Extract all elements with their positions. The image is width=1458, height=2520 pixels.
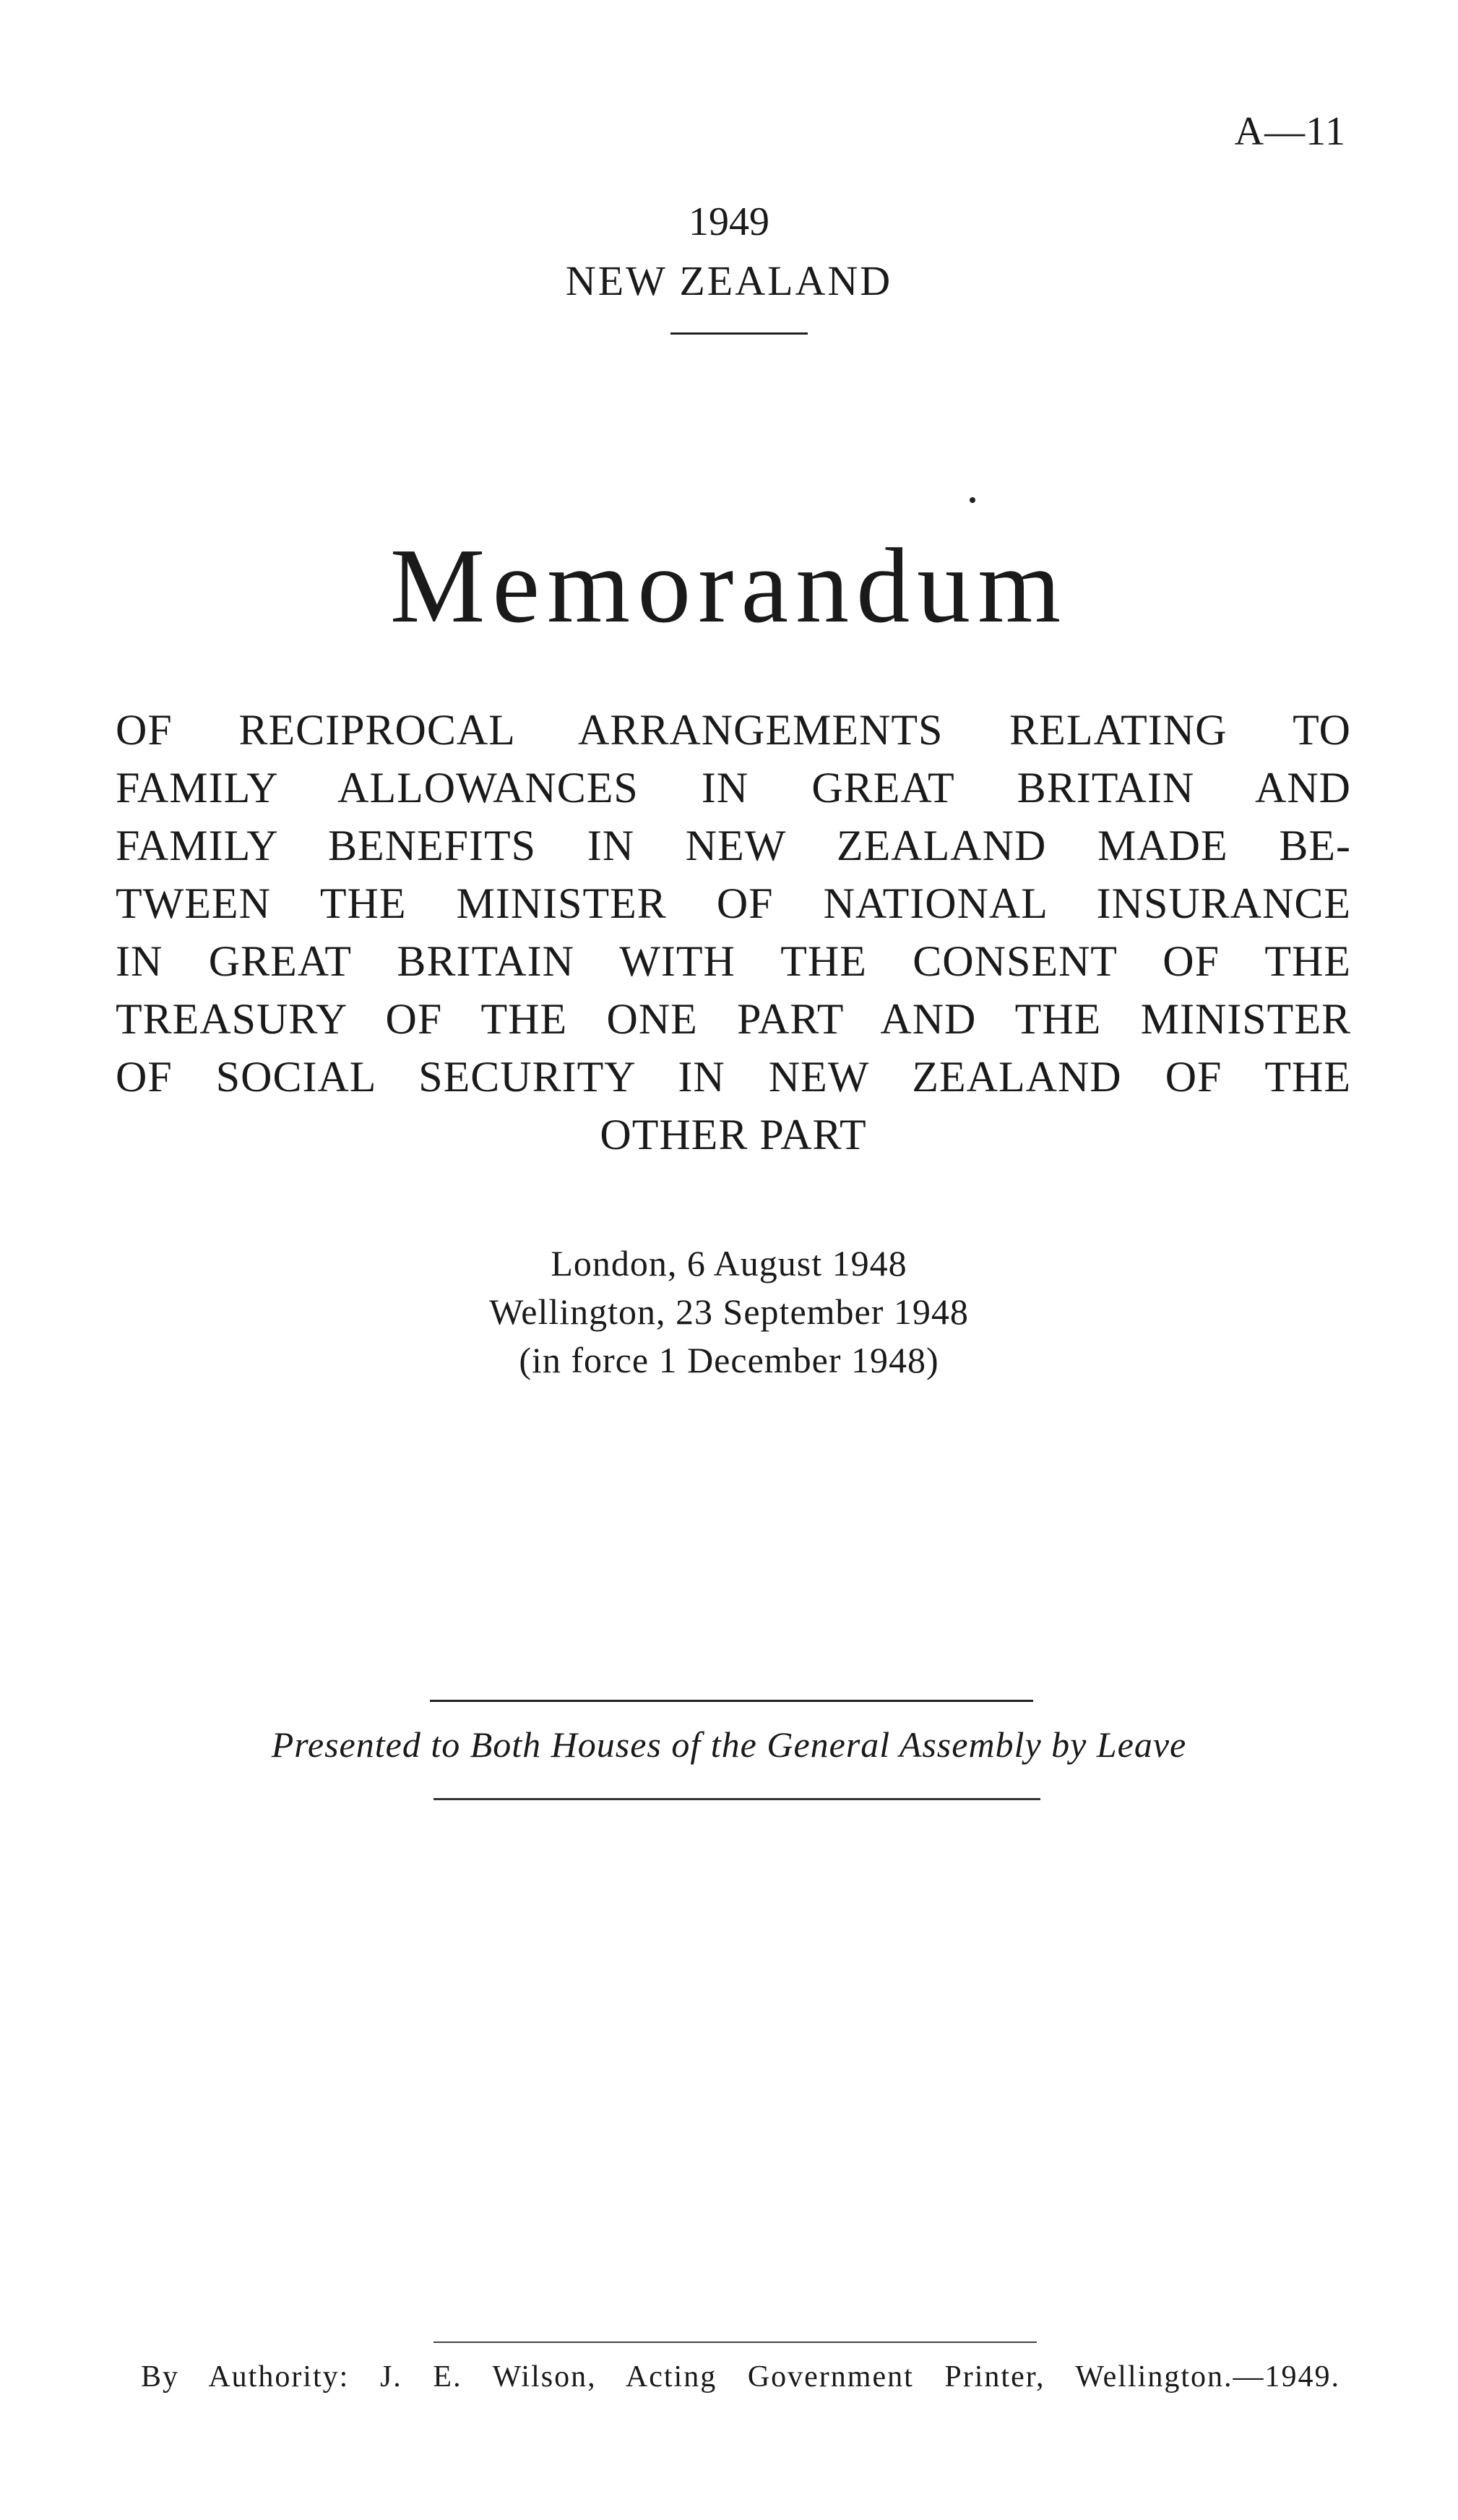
subtitle-block xyxy=(116,701,1351,1164)
subtitle-line: FAMILY BENEFITS IN NEW ZEALAND MADE BE- xyxy=(116,822,1351,869)
london-date: London, 6 August 1948 xyxy=(551,1243,907,1283)
subtitle-line: IN GREAT BRITAIN WITH THE CONSENT OF THE xyxy=(116,937,1351,985)
dates-block xyxy=(0,1239,1458,1385)
wellington-date: Wellington, 23 September 1948 xyxy=(489,1291,969,1332)
presented-divider-bottom xyxy=(433,1798,1040,1800)
imprint-divider xyxy=(433,2341,1037,2343)
document-title: Memorandum xyxy=(389,527,1069,645)
header-divider xyxy=(670,332,808,335)
printer-imprint: By Authority: J. E. Wilson, Acting Government Printer, Wellington.—1949. xyxy=(141,2360,1340,2394)
presented-notice: Presented to Both Houses of the General Assembly by Leave xyxy=(271,1724,1187,1765)
presented-divider-top xyxy=(430,1700,1033,1702)
publication-year: 1949 xyxy=(689,199,769,244)
subtitle-line: OF RECIPROCAL ARRANGEMENTS RELATING TO xyxy=(116,706,1351,754)
in-force-date: (in force 1 December 1948) xyxy=(519,1340,939,1380)
subtitle-line: TREASURY OF THE ONE PART AND THE MINISTER xyxy=(116,995,1351,1043)
subtitle-line: OTHER PART xyxy=(600,1111,867,1158)
document-code: A—11 xyxy=(1234,109,1346,154)
subtitle-line: TWEEN THE MINISTER OF NATIONAL INSURANCE xyxy=(116,880,1351,927)
subtitle-line: OF SOCIAL SECURITY IN NEW ZEALAND OF THE xyxy=(116,1053,1351,1101)
subtitle-line: FAMILY ALLOWANCES IN GREAT BRITAIN AND xyxy=(116,764,1351,812)
print-speck xyxy=(970,497,975,503)
country-heading: NEW ZEALAND xyxy=(565,257,893,304)
